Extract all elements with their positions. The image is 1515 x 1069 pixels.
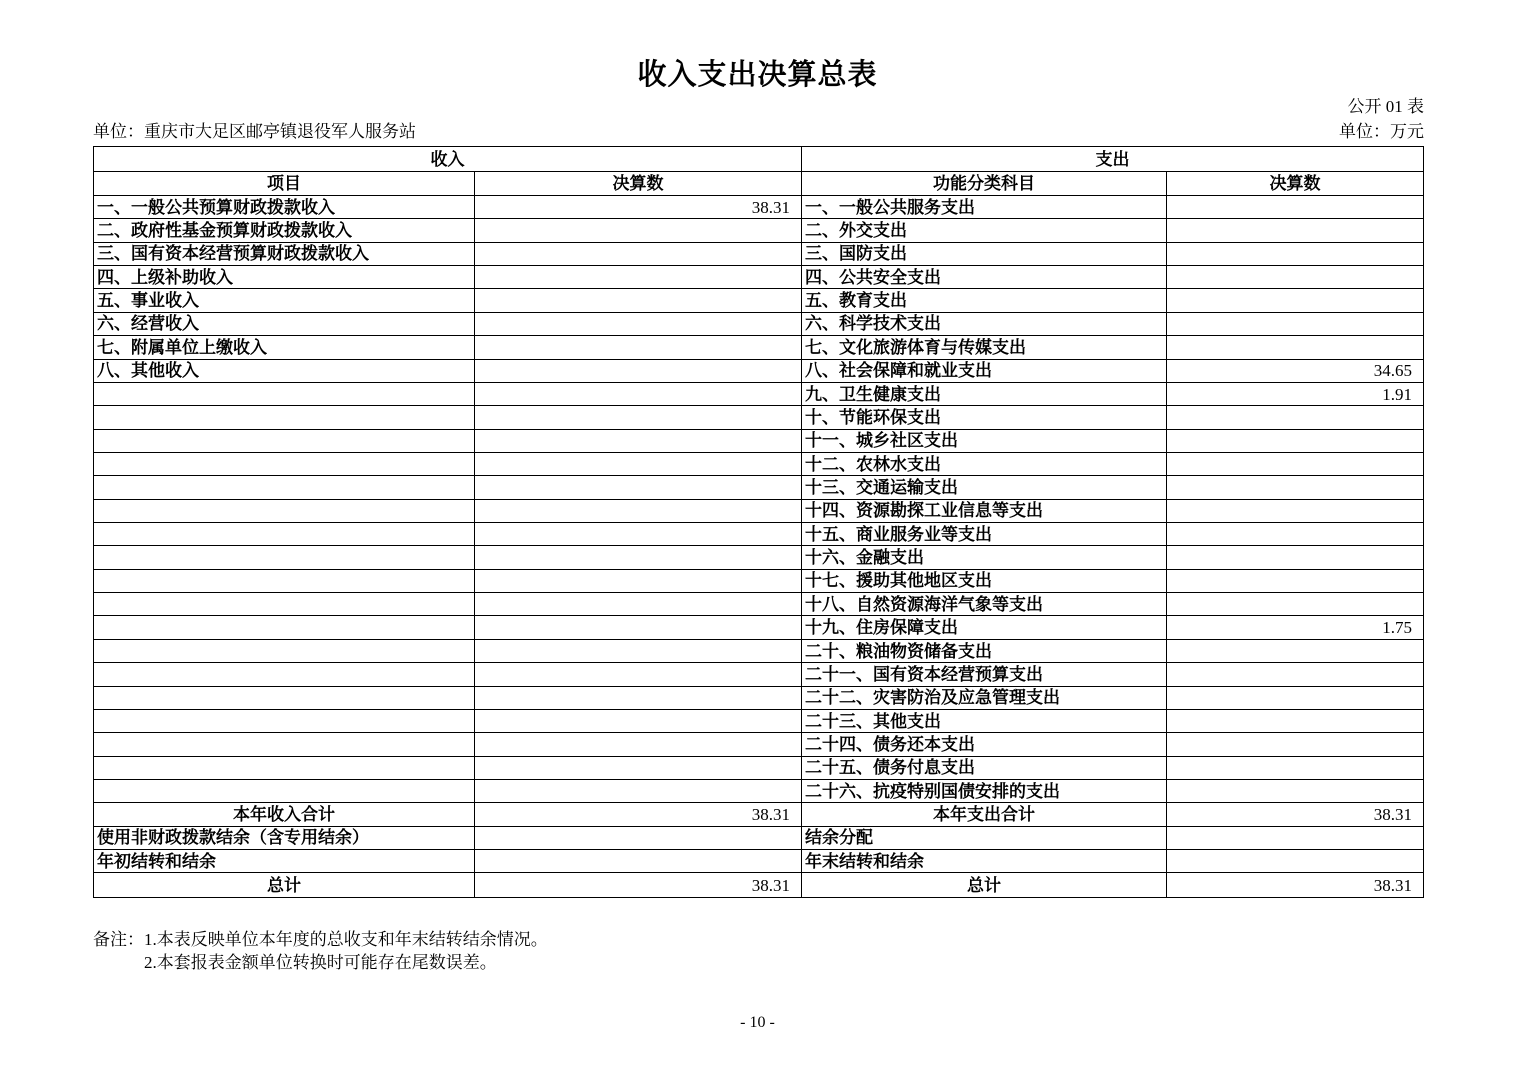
notes-block: [93, 928, 548, 974]
income-item-cell: [94, 546, 475, 569]
expense-item-cell: 二十三、其他支出: [802, 710, 1167, 733]
income-amount-cell: 38.31: [475, 873, 802, 896]
income-item-cell: 使用非财政拨款结余（含专用结余）: [94, 827, 475, 850]
expense-item-cell: 六、科学技术支出: [802, 313, 1167, 336]
income-amount-cell: 38.31: [475, 803, 802, 826]
expense-amount-cell: 34.65: [1167, 360, 1423, 383]
expense-amount-cell: [1167, 523, 1423, 546]
expense-amount-cell: [1167, 850, 1423, 873]
income-item-cell: [94, 780, 475, 803]
expense-amount-cell: [1167, 243, 1423, 266]
expense-item-cell: 九、卫生健康支出: [802, 383, 1167, 406]
income-item-cell: 本年收入合计: [94, 803, 475, 826]
income-amount-cell: [475, 850, 802, 873]
income-item-cell: [94, 687, 475, 710]
income-item-cell: [94, 453, 475, 476]
expense-amount-cell: [1167, 593, 1423, 616]
income-item-cell: [94, 663, 475, 686]
expense-amount-cell: [1167, 313, 1423, 336]
expense-item-cell: 四、公共安全支出: [802, 266, 1167, 289]
income-item-cell: 四、上级补助收入: [94, 266, 475, 289]
income-item-cell: 七、附属单位上缴收入: [94, 336, 475, 359]
page-title: 收入支出决算总表: [637, 59, 878, 91]
expense-item-cell: 一、一般公共服务支出: [802, 196, 1167, 219]
income-amount-cell: [475, 523, 802, 546]
income-item-cell: [94, 710, 475, 733]
income-amount-cell: [475, 360, 802, 383]
income-item-column-header: 项目: [94, 172, 475, 196]
expense-amount-cell: [1167, 430, 1423, 453]
note-line-1: 1.本表反映单位本年度的总收支和年末结转结余情况。: [144, 930, 548, 949]
income-amount-cell: [475, 616, 802, 639]
income-item-cell: [94, 430, 475, 453]
expense-item-cell: 十一、城乡社区支出: [802, 430, 1167, 453]
expense-item-cell: 三、国防支出: [802, 243, 1167, 266]
income-item-cell: 六、经营收入: [94, 313, 475, 336]
expense-amount-cell: [1167, 827, 1423, 850]
expense-item-cell: 十四、资源勘探工业信息等支出: [802, 500, 1167, 523]
income-item-cell: 年初结转和结余: [94, 850, 475, 873]
expense-amount-cell: 38.31: [1167, 803, 1423, 826]
expense-item-cell: 本年支出合计: [802, 803, 1167, 826]
income-amount-cell: [475, 453, 802, 476]
income-item-cell: [94, 406, 475, 429]
income-item-cell: 总计: [94, 873, 475, 896]
expense-amount-cell: 1.91: [1167, 383, 1423, 406]
expense-amount-cell: [1167, 289, 1423, 312]
expense-item-cell: 二十一、国有资本经营预算支出: [802, 663, 1167, 686]
income-amount-cell: [475, 336, 802, 359]
expense-item-cell: 十八、自然资源海洋气象等支出: [802, 593, 1167, 616]
expense-item-column-header: 功能分类科目: [802, 172, 1167, 196]
income-amount-cell: [475, 663, 802, 686]
expense-amount-cell: [1167, 406, 1423, 429]
expense-amount-cell: 1.75: [1167, 616, 1423, 639]
income-amount-cell: 38.31: [475, 196, 802, 219]
expense-amount-cell: [1167, 476, 1423, 499]
income-amount-cell: [475, 500, 802, 523]
expense-item-cell: 十五、商业服务业等支出: [802, 523, 1167, 546]
income-amount-cell: [475, 827, 802, 850]
expense-amount-cell: [1167, 640, 1423, 663]
expense-amount-cell: [1167, 710, 1423, 733]
income-amount-cell: [475, 780, 802, 803]
expense-amount-cell: [1167, 219, 1423, 242]
expense-item-cell: 十、节能环保支出: [802, 406, 1167, 429]
income-amount-cell: [475, 266, 802, 289]
expense-item-cell: 年末结转和结余: [802, 850, 1167, 873]
expense-item-cell: 二十五、债务付息支出: [802, 757, 1167, 780]
expense-amount-cell: [1167, 570, 1423, 593]
income-item-cell: [94, 476, 475, 499]
income-item-cell: [94, 570, 475, 593]
income-amount-cell: [475, 289, 802, 312]
expense-item-cell: 二十四、债务还本支出: [802, 733, 1167, 756]
note-line-2: 2.本套报表金额单位转换时可能存在尾数误差。: [144, 953, 497, 972]
notes-label: 备注：: [93, 930, 144, 949]
unit-currency: 单位：万元: [1339, 122, 1424, 141]
expense-amount-cell: [1167, 196, 1423, 219]
form-code: 公开 01 表: [1347, 97, 1424, 116]
page-number: - 10 -: [740, 1014, 775, 1031]
income-item-cell: [94, 500, 475, 523]
expense-amount-cell: [1167, 546, 1423, 569]
income-item-cell: [94, 757, 475, 780]
expense-item-cell: 十二、农林水支出: [802, 453, 1167, 476]
income-amount-cell: [475, 430, 802, 453]
budget-summary-table: [93, 146, 1424, 898]
expense-amount-cell: [1167, 336, 1423, 359]
income-item-cell: 三、国有资本经营预算财政拨款收入: [94, 243, 475, 266]
income-item-cell: [94, 593, 475, 616]
income-amount-cell: [475, 476, 802, 499]
expense-item-cell: 二十六、抗疫特别国债安排的支出: [802, 780, 1167, 803]
expense-item-cell: 二、外交支出: [802, 219, 1167, 242]
expense-amount-cell: [1167, 733, 1423, 756]
income-item-cell: [94, 616, 475, 639]
expense-amount-cell: [1167, 266, 1423, 289]
income-item-cell: [94, 523, 475, 546]
income-amount-cell: [475, 406, 802, 429]
expense-amount-cell: [1167, 500, 1423, 523]
income-item-cell: [94, 733, 475, 756]
income-amount-cell: [475, 243, 802, 266]
expense-item-cell: 五、教育支出: [802, 289, 1167, 312]
expense-amount-cell: [1167, 780, 1423, 803]
income-amount-cell: [475, 593, 802, 616]
income-amount-cell: [475, 733, 802, 756]
income-item-cell: 二、政府性基金预算财政拨款收入: [94, 219, 475, 242]
income-item-cell: 一、一般公共预算财政拨款收入: [94, 196, 475, 219]
expense-item-cell: 结余分配: [802, 827, 1167, 850]
income-amount-cell: [475, 383, 802, 406]
expense-item-cell: 七、文化旅游体育与传媒支出: [802, 336, 1167, 359]
income-item-cell: [94, 640, 475, 663]
expense-amount-cell: [1167, 757, 1423, 780]
expense-section-header: 支出: [802, 147, 1423, 172]
expense-value-column-header: 决算数: [1167, 172, 1423, 196]
income-amount-cell: [475, 570, 802, 593]
unit-name: 单位：重庆市大足区邮亭镇退役军人服务站: [93, 122, 416, 141]
expense-item-cell: 二十二、灾害防治及应急管理支出: [802, 687, 1167, 710]
expense-item-cell: 总计: [802, 873, 1167, 896]
expense-amount-cell: [1167, 453, 1423, 476]
expense-item-cell: 十六、金融支出: [802, 546, 1167, 569]
income-amount-cell: [475, 546, 802, 569]
income-amount-cell: [475, 687, 802, 710]
expense-amount-cell: 38.31: [1373, 875, 1412, 895]
income-amount-cell: [475, 757, 802, 780]
income-amount-cell: [475, 710, 802, 733]
expense-amount-cell: [1167, 687, 1423, 710]
income-section-header: 收入: [94, 147, 802, 172]
income-item-cell: 五、事业收入: [94, 289, 475, 312]
income-amount-cell: [475, 640, 802, 663]
expense-item-cell: 十七、援助其他地区支出: [802, 570, 1167, 593]
income-amount-cell: [475, 313, 802, 336]
expense-amount-cell: [1167, 663, 1423, 686]
income-amount-cell: [475, 219, 802, 242]
unit-row: [93, 117, 1424, 142]
expense-item-cell: 八、社会保障和就业支出: [802, 360, 1167, 383]
income-item-cell: 八、其他收入: [94, 360, 475, 383]
expense-item-cell: 十三、交通运输支出: [802, 476, 1167, 499]
income-value-column-header: 决算数: [475, 172, 802, 196]
income-item-cell: [94, 383, 475, 406]
expense-item-cell: 十九、住房保障支出: [802, 616, 1167, 639]
expense-item-cell: 二十、粮油物资储备支出: [802, 640, 1167, 663]
